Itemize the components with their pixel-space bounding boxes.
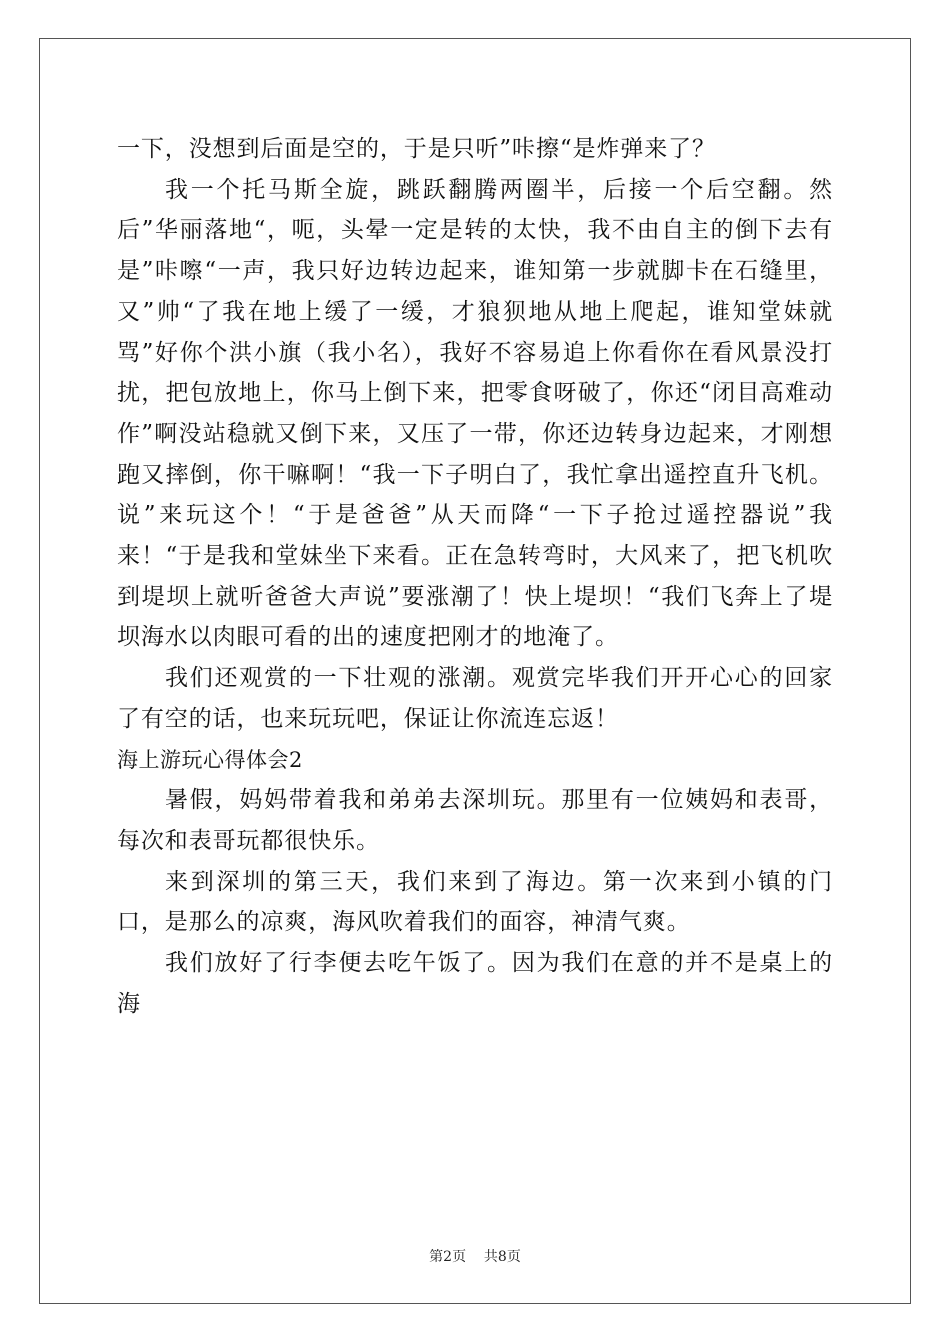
paragraph-6: 我们放好了行李便去吃午饭了。因为我们在意的并不是桌上的海 <box>117 950 833 1017</box>
paragraph-3: 我们还观赏的一下壮观的涨潮。观赏完毕我们开开心心的回家了有空的话，也来玩玩吧，保证让你流连忘返！ <box>117 665 833 732</box>
section-heading: 海上游玩心得体会2 <box>117 747 303 772</box>
paragraph-2: 我一个托马斯全旋，跳跃翻腾两圈半，后接一个后空翻。然后”华丽落地“，呃，头晕一定是转的太快，我不由自主的倒下去有是”咔嚓“一声，我只好边转边起来，谁知第一步就脚卡在石缝里，又”帅“了我在地上缓了一缓，才狼狈地从地上爬起，谁知堂妹就骂”好你个洪小旗（我小名），我好不容易追上你看你在看风景没打扰，把包放地上，你马上倒下来，把零食呀破了，你还“闭目高难动作”啊没站稳就又倒下来，又压了一带，你还边转身边起来，才刚想跑又摔倒，你干嘛啊！“我一下子明白了，我忙拿出遥控直升飞机。说”来玩这个！“于是爸爸”从天而降“一下子抢过遥控器说”我来！“于是我和堂妹坐下来看。正在急转弯时，大风来了，把飞机吹到堤坝上就听爸爸大声说”要涨潮了！快上堤坝！“我们飞奔上了堤坝海水以肉眼可看的出的速度把刚才的地淹了。 <box>117 176 833 651</box>
paragraph-5: 来到深圳的第三天，我们来到了海边。第一次来到小镇的门口，是那么的凉爽，海风吹着我们的面容，神清气爽。 <box>117 868 833 936</box>
paragraph-1: 一下，没想到后面是空的，于是只听”咔擦“是炸弹来了？ <box>117 136 716 162</box>
page-total: 共8页 <box>483 1249 521 1265</box>
page-number: 第2页 <box>429 1249 467 1265</box>
document-body <box>117 129 833 1024</box>
paragraph-4: 暑假，妈妈带着我和弟弟去深圳玩。那里有一位姨妈和表哥，每次和表哥玩都很快乐。 <box>117 787 833 854</box>
page-footer <box>0 1246 950 1266</box>
